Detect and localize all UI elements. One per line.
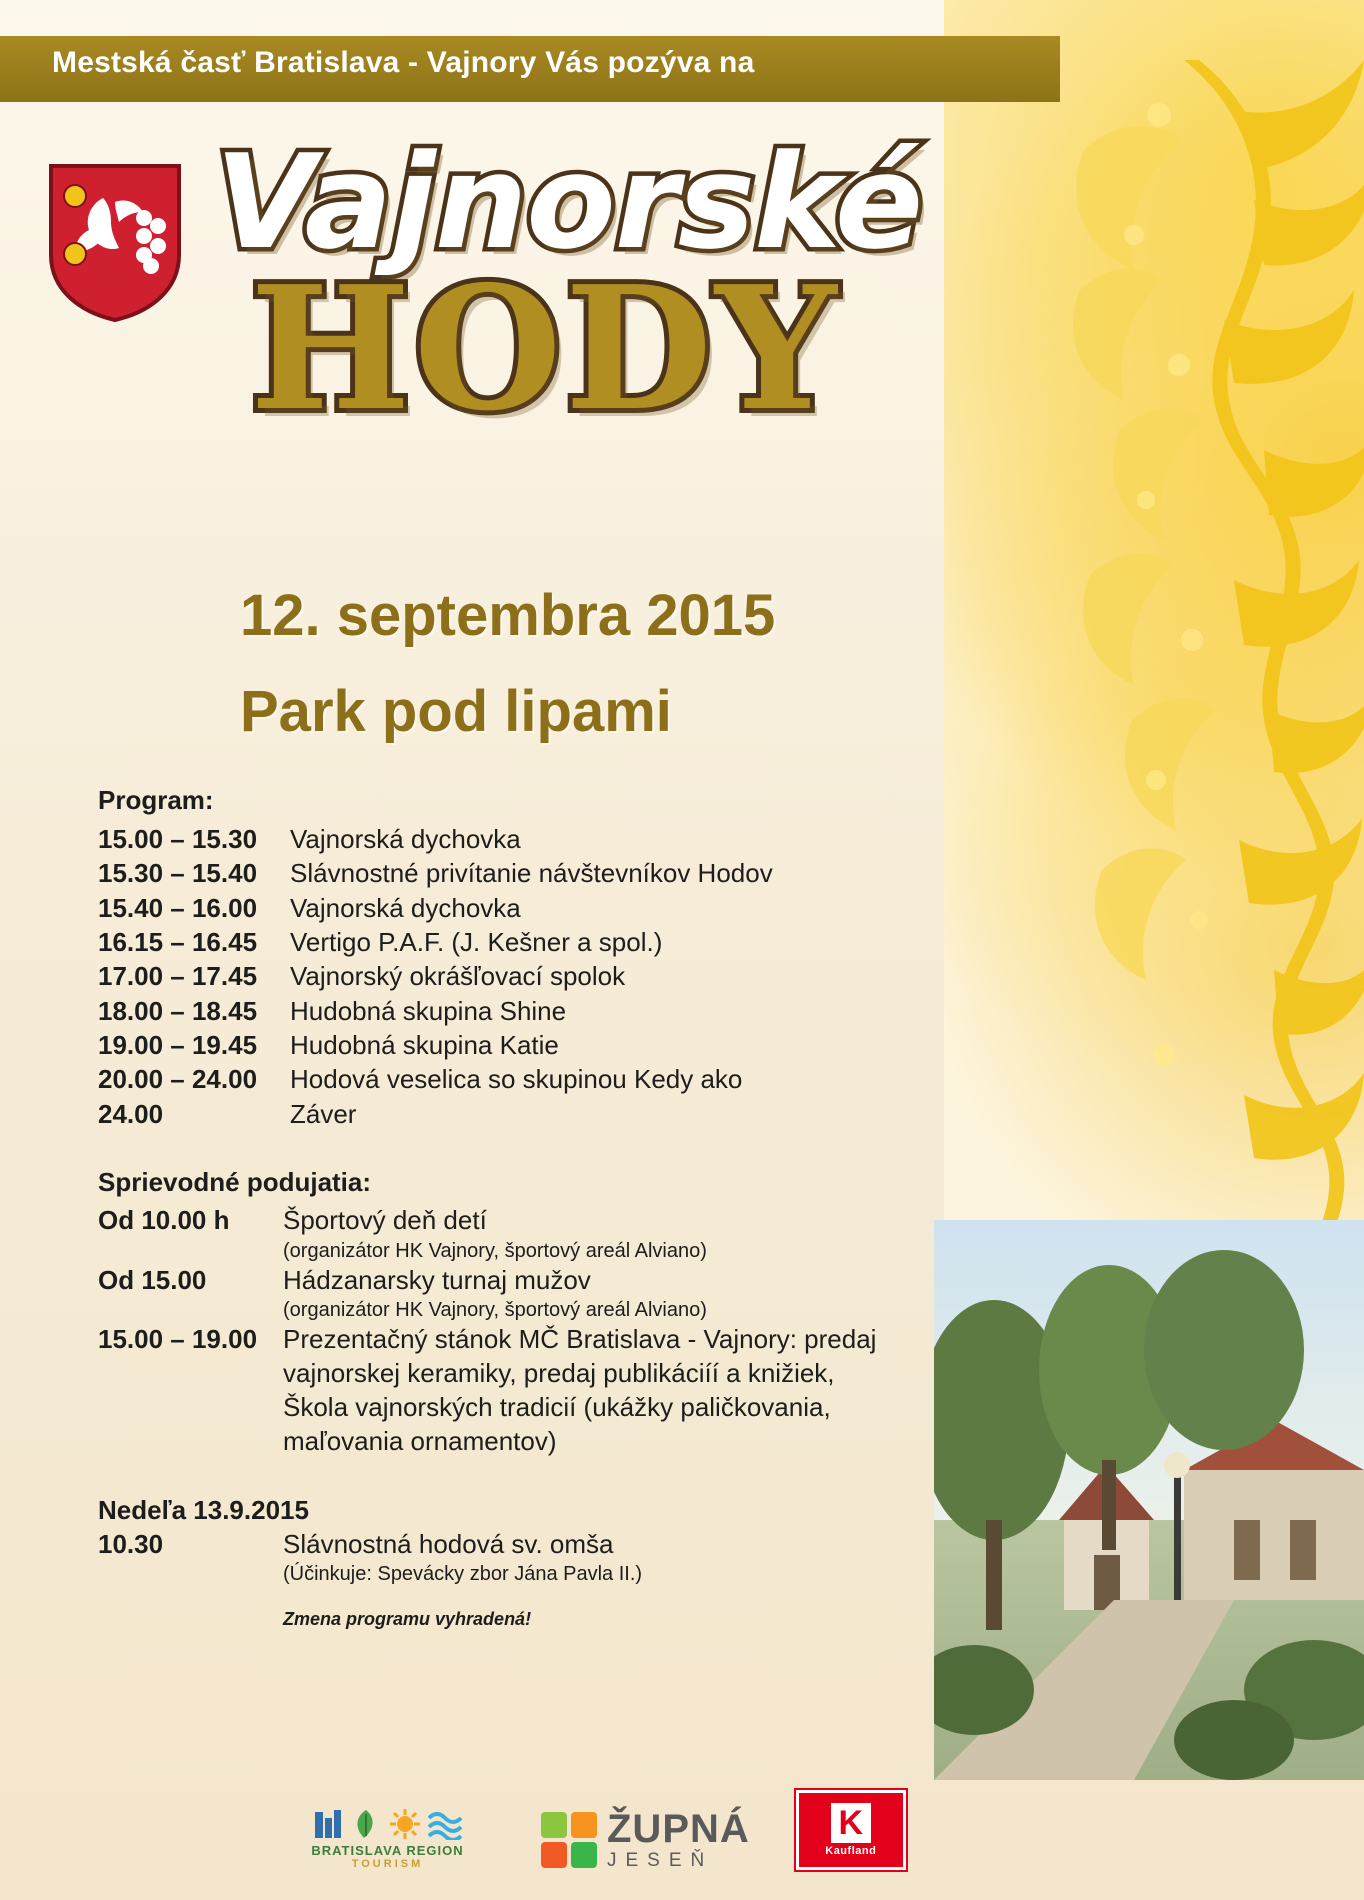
sunday-row xyxy=(98,1528,918,1562)
kaufland-logo[interactable] xyxy=(796,1790,906,1870)
kaufland-letter: K xyxy=(831,1803,871,1843)
title-line-1: Vajnorské xyxy=(215,126,923,278)
program-row xyxy=(98,1062,918,1096)
program-time: 24.00 xyxy=(98,1098,164,1129)
program-row xyxy=(98,856,918,890)
zupna-title: ŽUPNÁ xyxy=(607,1807,750,1851)
program-row xyxy=(98,891,918,925)
brt-label-line-1: BRATISLAVA REGION xyxy=(311,1843,464,1858)
side-event-row xyxy=(98,1264,918,1298)
zupna-cell-grape xyxy=(541,1842,567,1868)
program-time: 16.15 – 16.45 xyxy=(98,926,258,957)
side-event-label: Hádzanarsky turnaj mužov xyxy=(283,1264,591,1295)
side-events-heading: Sprievodné podujatia: xyxy=(98,1166,372,1197)
brt-label-line-2: TOURISM xyxy=(351,1858,424,1870)
side-event-label: Športový deň detí xyxy=(283,1204,487,1235)
side-events-list xyxy=(98,1204,918,1459)
invitation-text: Mestská časť Bratislava - Vajnory Vás pozýva na xyxy=(52,46,755,79)
program-content xyxy=(98,785,918,1630)
program-row xyxy=(98,1097,918,1131)
title-line-2: HODY xyxy=(250,248,840,449)
zupna-cell-tree xyxy=(571,1842,597,1868)
sunday-time: 10.30 xyxy=(98,1528,164,1559)
program-label: Slávnostné privítanie návštevníkov Hodov xyxy=(290,858,773,889)
village-photo xyxy=(934,1220,1364,1780)
kaufland-wordmark: Kaufland xyxy=(825,1845,877,1857)
sunday-note: (Účinkuje: Spevácky zbor Jána Pavla II.) xyxy=(283,1563,643,1586)
event-date: 12. septembra 2015 xyxy=(240,583,776,648)
program-row xyxy=(98,959,918,993)
event-place: Park pod lipami xyxy=(240,679,672,744)
program-time: 20.00 – 24.00 xyxy=(98,1064,258,1095)
side-event-time: Od 15.00 xyxy=(98,1264,207,1295)
side-event-label: Prezentačný stánok MČ Bratislava - Vajnory: predaj vajnorskej keramiky, predaj publikáciíí a knižiek, Škola vajnorských tradicií (ukážky paličkovania, maľovania ornamentov) xyxy=(283,1324,877,1456)
program-label: Vajnorský okrášľovací spolok xyxy=(290,961,626,992)
spacer xyxy=(98,1131,918,1167)
program-label: Vajnorská dychovka xyxy=(290,824,521,854)
program-time: 19.00 – 19.45 xyxy=(98,1029,258,1060)
side-event-time: Od 10.00 h xyxy=(98,1204,230,1235)
sun-icon xyxy=(389,1808,421,1840)
side-event-row xyxy=(98,1323,918,1458)
program-label: Vajnorská dychovka xyxy=(290,892,521,923)
program-time: 15.00 – 15.30 xyxy=(98,824,258,854)
program-row xyxy=(98,994,918,1028)
leaf-icon xyxy=(350,1808,382,1840)
program-label: Hodová veselica so skupinou Kedy ako xyxy=(290,1064,743,1095)
poster-title xyxy=(215,126,1095,449)
program-heading: Program: xyxy=(98,785,214,815)
program-label: Hudobná skupina Katie xyxy=(290,1029,559,1060)
spacer xyxy=(98,1459,918,1495)
program-time: 15.30 – 15.40 xyxy=(98,858,258,889)
program-time: 18.00 – 18.45 xyxy=(98,995,258,1026)
program-label: Hudobná skupina Shine xyxy=(290,995,567,1026)
program-row xyxy=(98,925,918,959)
zupna-jesen-logo[interactable] xyxy=(541,1809,750,1870)
program-list xyxy=(98,822,918,1131)
program-disclaimer: Zmena programu vyhradená! xyxy=(283,1609,532,1630)
program-row xyxy=(98,1028,918,1062)
side-event-note: (organizátor HK Vajnory, športový areál Alviano) xyxy=(283,1239,707,1262)
zupna-cell-leaf xyxy=(541,1812,567,1838)
water-waves-icon xyxy=(428,1808,462,1840)
program-label: Záver xyxy=(290,1098,357,1129)
zupna-wordmark xyxy=(607,1809,750,1870)
brt-icon-row xyxy=(313,1808,462,1840)
building-icon xyxy=(313,1808,343,1840)
program-time: 17.00 – 17.45 xyxy=(98,961,258,992)
zupna-subtitle: JESEŇ xyxy=(607,1850,714,1871)
program-row xyxy=(98,822,918,856)
zupna-icon xyxy=(541,1812,597,1868)
program-label: Vertigo P.A.F. (J. Kešner a spol.) xyxy=(290,926,663,957)
side-event-note: (organizátor HK Vajnory, športový areál Alviano) xyxy=(283,1299,707,1322)
vajnory-coat-of-arms-icon xyxy=(45,160,185,325)
sunday-label: Slávnostná hodová sv. omša xyxy=(283,1528,614,1559)
program-time: 15.40 – 16.00 xyxy=(98,892,258,923)
sunday-heading: Nedeľa 13.9.2015 xyxy=(98,1494,309,1525)
sponsor-logos xyxy=(280,1790,906,1870)
bratislava-region-tourism-logo[interactable] xyxy=(280,1808,495,1870)
side-event-row xyxy=(98,1204,918,1238)
side-event-time: 15.00 – 19.00 xyxy=(98,1324,258,1355)
zupna-cell-sun xyxy=(571,1812,597,1838)
